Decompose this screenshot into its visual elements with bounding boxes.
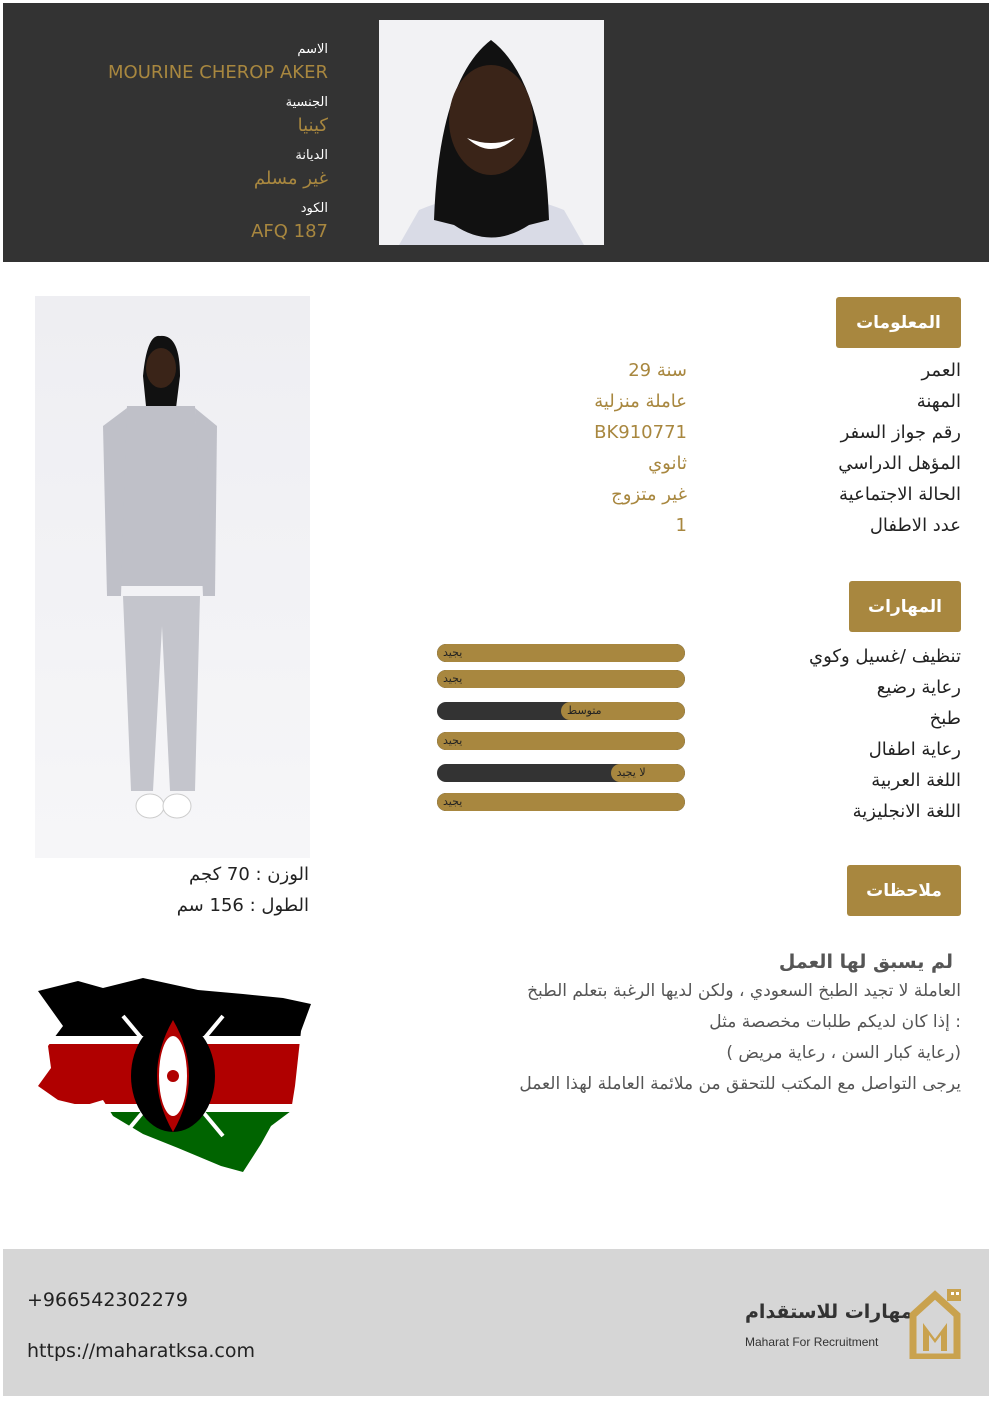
skill-label: تنظيف /غسيل وكوي bbox=[809, 646, 961, 667]
skill-level-bar bbox=[437, 793, 685, 811]
skill-level-text: لا يجيد bbox=[616, 766, 646, 779]
skill-level-bar bbox=[437, 702, 685, 720]
info-label: العمر bbox=[921, 360, 961, 381]
footer bbox=[3, 1249, 989, 1396]
skills-section-tag: المهارات bbox=[849, 581, 961, 632]
notes-heading: لم يسبق لها العمل bbox=[778, 951, 953, 973]
phone-number[interactable]: +966542302279 bbox=[27, 1289, 188, 1311]
notes-line: إذا كان لديكم طلبات مخصصة مثل : bbox=[709, 1012, 961, 1032]
kenya-flag-map-icon bbox=[33, 976, 313, 1176]
profile-header bbox=[3, 3, 989, 262]
notes-block bbox=[401, 948, 961, 1100]
header-info bbox=[108, 41, 328, 245]
info-label: رقم جواز السفر bbox=[840, 422, 961, 443]
skill-level-text: متوسط bbox=[567, 704, 602, 717]
full-body-photo bbox=[35, 296, 310, 858]
info-value: غير متزوج bbox=[611, 484, 687, 505]
logo-arabic-text: مهارات للاستقدام bbox=[745, 1301, 913, 1323]
religion-label: الديانة bbox=[295, 148, 328, 163]
worker-name: MOURINE CHEROP AKER bbox=[108, 62, 328, 83]
skill-level-fill bbox=[437, 732, 685, 750]
portrait-photo bbox=[379, 20, 604, 245]
info-value: عاملة منزلية bbox=[594, 391, 687, 412]
skill-level-text: يجيد bbox=[443, 672, 463, 685]
info-section-tag: المعلومات bbox=[836, 297, 961, 348]
nationality-value: كينيا bbox=[297, 115, 328, 136]
skill-label: رعاية رضيع bbox=[876, 677, 961, 698]
info-value: BK910771 bbox=[594, 422, 687, 443]
info-value: ثانوي bbox=[648, 453, 687, 474]
info-label: عدد الاطفال bbox=[869, 515, 961, 536]
company-logo bbox=[743, 1287, 973, 1362]
skill-label: اللغة العربية bbox=[871, 770, 961, 791]
skill-level-text: يجيد bbox=[443, 795, 463, 808]
skill-label: اللغة الانجليزية bbox=[852, 801, 961, 822]
skill-level-fill bbox=[437, 644, 685, 662]
skill-level-bar bbox=[437, 670, 685, 688]
skill-level-text: يجيد bbox=[443, 646, 463, 659]
notes-line: العاملة لا تجيد الطبخ السعودي ، ولكن لديها الرغبة بتعلم الطبخ bbox=[527, 981, 961, 1001]
skill-level-bar bbox=[437, 764, 685, 782]
height-text: الطول : 156 سم bbox=[176, 895, 309, 916]
info-value: 29 سنة bbox=[628, 360, 687, 381]
skill-level-fill bbox=[437, 670, 685, 688]
skill-level-bar bbox=[437, 644, 685, 662]
skill-level-fill bbox=[437, 793, 685, 811]
info-label: المهنة bbox=[916, 391, 961, 412]
notes-line: يرجى التواصل مع المكتب للتحقق من ملائمة العاملة لهذا العمل bbox=[519, 1074, 961, 1094]
code-value: AFQ 187 bbox=[251, 221, 328, 242]
notes-line: ( رعاية كبار السن ، رعاية مريض) bbox=[726, 1043, 961, 1063]
religion-value: غير مسلم bbox=[253, 168, 328, 189]
house-logo-icon bbox=[905, 1287, 969, 1359]
skill-level-text: يجيد bbox=[443, 734, 463, 747]
skill-label: رعاية اطفال bbox=[868, 739, 961, 760]
weight-text: الوزن : 70 كجم bbox=[189, 864, 309, 885]
nationality-label: الجنسية bbox=[285, 95, 328, 110]
info-value: 1 bbox=[675, 515, 687, 536]
name-label: الاسم bbox=[297, 42, 328, 57]
code-label: الكود bbox=[300, 201, 328, 216]
skill-level-bar bbox=[437, 732, 685, 750]
notes-section-tag: ملاحظات bbox=[847, 865, 961, 916]
logo-english-text: Maharat For Recruitment bbox=[745, 1335, 879, 1349]
info-label: المؤهل الدراسي bbox=[838, 453, 961, 474]
website-link[interactable]: https://maharatksa.com bbox=[27, 1340, 256, 1362]
skill-label: طبخ bbox=[929, 708, 961, 729]
info-label: الحالة الاجتماعية bbox=[839, 484, 961, 505]
